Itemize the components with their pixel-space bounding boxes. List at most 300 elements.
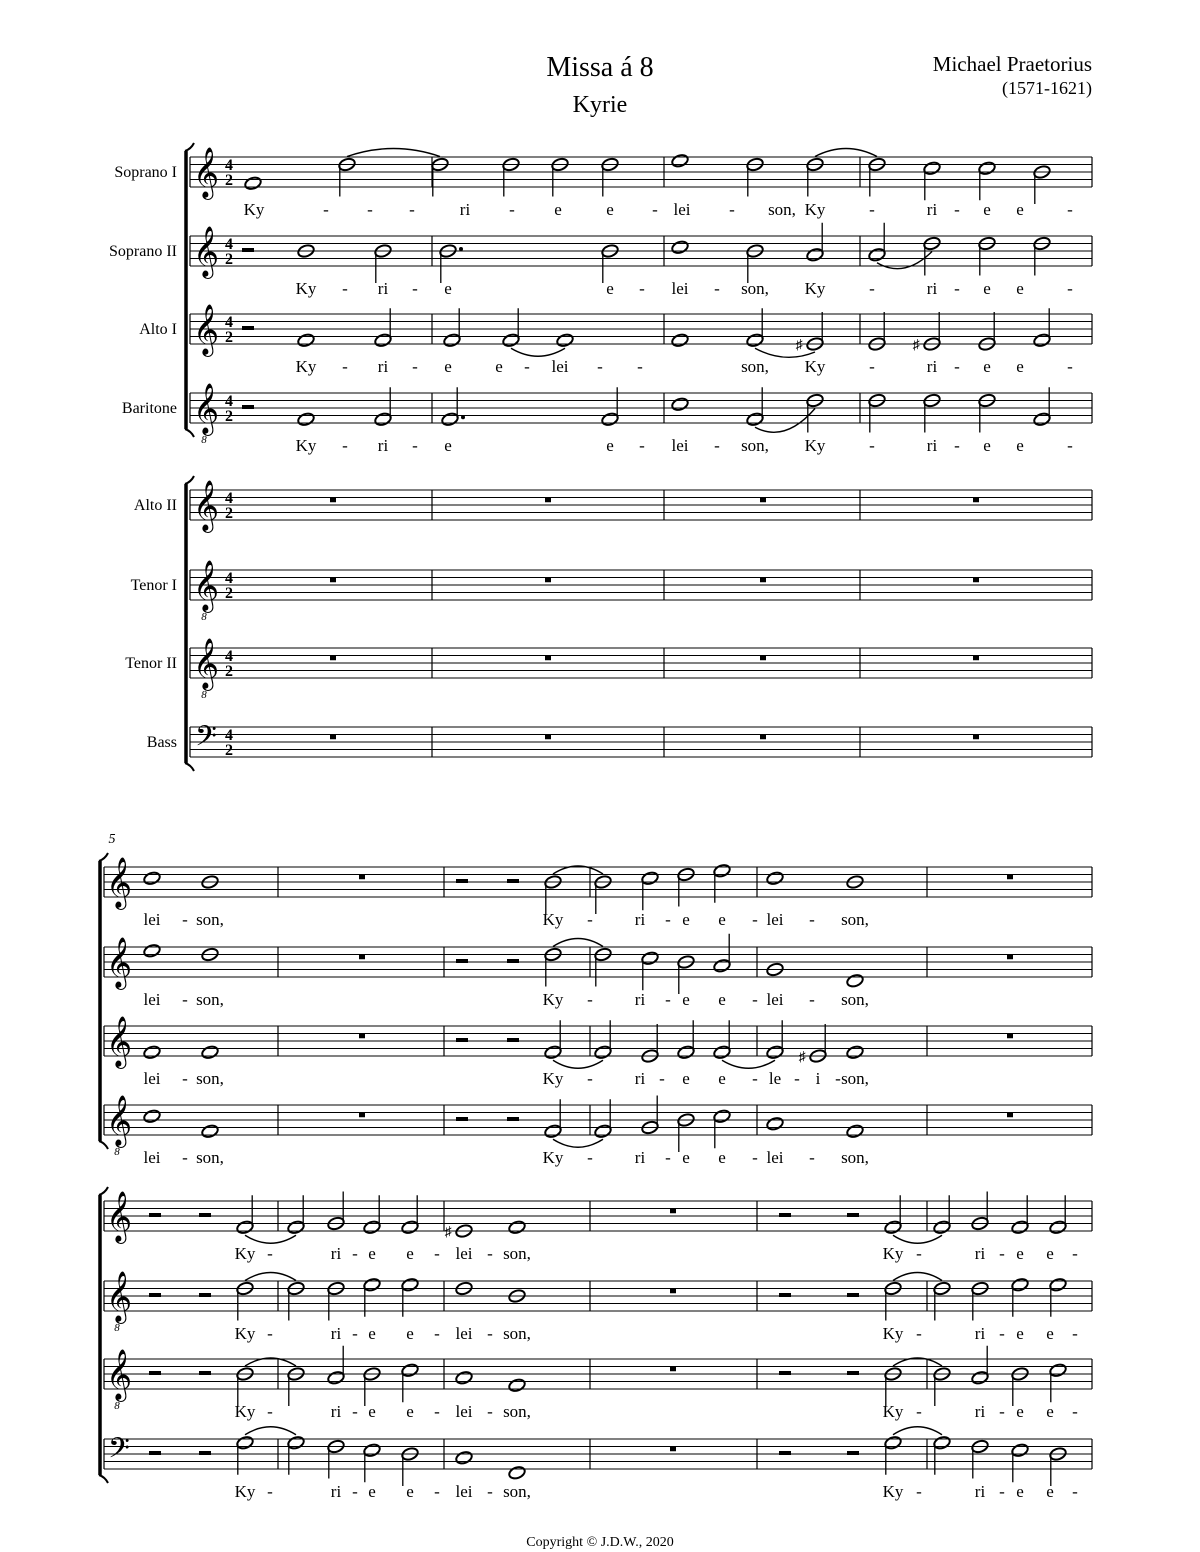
lyric-syllable: - [412,436,418,455]
lyric-syllable: - [999,1244,1005,1263]
note [236,1435,255,1450]
lyric-syllable: Ky [804,357,826,376]
note [508,1465,527,1480]
lyric-syllable: - [665,910,671,929]
treble-clef-icon: 𝄞 [106,1096,133,1145]
treble-clef-icon: 𝄞 [193,305,220,354]
lyric-syllable: son, [196,1148,224,1167]
note [641,951,660,966]
lyric-syllable: - [916,1402,922,1421]
lyric-syllable: ri [926,279,938,298]
note [143,1045,162,1060]
lyric-syllable: e [1016,357,1024,376]
lyric-syllable: - [665,990,671,1009]
rest-icon [779,1451,791,1455]
note [443,333,462,348]
lyric-syllable: - [1067,200,1073,219]
lyric-syllable: - [752,990,758,1009]
treble-clef-icon: 𝄞 [106,858,133,907]
note [884,1220,903,1235]
lyric-syllable: ri [974,1402,986,1421]
time-signature-top: 4 [225,314,233,331]
note [244,176,263,191]
lyric-syllable: lei [671,279,689,298]
lyric-syllable: lei [455,1402,473,1421]
note [923,161,942,176]
lyric-syllable: lei [143,910,161,929]
lyric-syllable: Ky [295,279,317,298]
lyric-syllable: e [983,279,991,298]
lyric-syllable: - [869,279,875,298]
part-name-label: Baritone [121,400,177,417]
lyric-syllable: lei [455,1244,473,1263]
lyric-syllable: - [412,357,418,376]
lyric-syllable: e [368,1402,376,1421]
lyric-syllable: son, [768,200,796,219]
lyric-syllable: - [587,990,593,1009]
note [884,1435,903,1450]
lyric-syllable: e [606,200,614,219]
part-name-label: Alto II [133,497,177,514]
lyric-syllable: son, [503,1324,531,1343]
rest-icon [973,578,979,583]
sharp-icon: ♯ [795,338,803,353]
note [766,1116,785,1131]
lyric-syllable: ri [926,436,938,455]
lyric-syllable: - [752,1148,758,1167]
time-signature-bottom: 2 [225,251,233,268]
composer-dates: (1571-1621) [1002,78,1092,98]
lyric-syllable: - [434,1402,440,1421]
note [363,1277,382,1292]
tie [511,348,565,356]
treble-clef-icon: 𝄞 [193,561,220,610]
bass-clef-icon: 𝄢 [108,1434,130,1471]
lyric-syllable: ri [634,910,646,929]
part-name-label: Tenor I [130,577,177,594]
rest-icon [670,1367,676,1372]
rest-icon [779,1213,791,1217]
tie [245,1235,296,1243]
lyric-syllable: lei [671,436,689,455]
rest-icon [456,959,468,963]
rest-icon [847,1451,859,1455]
lyric-syllable: e [606,279,614,298]
lyric-syllable: e [718,910,726,929]
note [766,1045,785,1060]
lyric-syllable: - [652,200,658,219]
tie [755,409,815,433]
lyric-syllable: - [487,1482,493,1501]
rest-icon [359,1034,365,1039]
lyric-syllable: - [752,910,758,929]
rest-icon [242,326,254,330]
note [401,1277,420,1292]
note [1049,1220,1068,1235]
lyric-syllable: e [1046,1402,1054,1421]
lyric-syllable: ri [634,1148,646,1167]
lyric-syllable: - [639,436,645,455]
lyric-syllable: - [267,1482,273,1501]
treble-clef-icon: 𝄞 [193,227,220,276]
lyric-syllable: son, [503,1244,531,1263]
note [601,412,620,427]
rest-icon [456,1038,468,1042]
note [287,1220,306,1235]
note [594,1124,613,1139]
time-signature-top: 4 [225,157,233,174]
tie [553,1060,603,1068]
rest-icon [760,656,766,661]
rest-icon [760,735,766,740]
lyric-syllable: - [342,357,348,376]
rest-icon [1007,1113,1013,1118]
lyric-syllable: - [487,1402,493,1421]
lyric-syllable: e [1016,1324,1024,1343]
time-signature-bottom: 2 [225,585,233,602]
note [508,1220,527,1235]
note [327,1370,346,1385]
lyric-syllable: - [1067,357,1073,376]
note [1011,1220,1030,1235]
lyric-syllable: - [999,1402,1005,1421]
part-name-label: Soprano II [109,243,177,260]
tie [553,1139,603,1147]
bass-clef-icon: 𝄢 [195,722,217,759]
note [455,1450,474,1465]
note [201,1045,220,1060]
lyric-syllable: - [809,990,815,1009]
lyric-syllable: - [587,910,593,929]
lyric-syllable: Ky [295,436,317,455]
lyric-syllable: Ky [234,1244,256,1263]
lyric-syllable: son, [196,910,224,929]
sharp-icon: ♯ [798,1050,806,1065]
octave-marker: 8 [114,1146,120,1158]
tie [893,1235,942,1243]
rest-icon [507,959,519,963]
lyric-syllable: e [1016,200,1024,219]
lyric-syllable: - [835,1069,841,1088]
lyric-syllable: e [444,279,452,298]
note [201,1124,220,1139]
lyric-syllable: - [182,990,188,1009]
octave-marker: 8 [201,689,207,701]
rest-icon [1007,1034,1013,1039]
note [363,1443,382,1458]
note [508,1378,527,1393]
lyric-syllable: Ky [542,910,564,929]
lyric-syllable: - [869,200,875,219]
lyric-syllable: Ky [804,279,826,298]
part-name-label: Bass [146,734,177,751]
lyric-syllable: Ky [882,1244,904,1263]
note [556,333,575,348]
composer-name: Michael Praetorius [932,52,1092,76]
time-signature-bottom: 2 [225,742,233,759]
note [455,1370,474,1385]
rest-icon [545,498,551,503]
note [374,333,393,348]
lyric-syllable: ri [459,200,471,219]
lyric-syllable: e [444,357,452,376]
note [971,1370,990,1385]
time-signature-top: 4 [225,490,233,507]
part-name-label: Tenor II [125,655,177,672]
lyric-syllable: ri [377,279,389,298]
lyric-syllable: - [342,279,348,298]
lyric-syllable: ri [926,357,938,376]
rest-icon [242,405,254,409]
lyric-syllable: e [1046,1482,1054,1501]
note [713,1109,732,1124]
rest-icon [973,656,979,661]
lyric-syllable: e [368,1324,376,1343]
lyric-syllable: lei [143,1148,161,1167]
note [363,1220,382,1235]
lyric-syllable: e [718,990,726,1009]
sharp-icon: ♯ [444,1225,452,1240]
lyric-syllable: e [368,1244,376,1263]
note [502,333,521,348]
lyric-syllable: e [682,1148,690,1167]
time-signature-bottom: 2 [225,172,233,189]
lyric-syllable: - [267,1244,273,1263]
lyric-syllable: e [1046,1244,1054,1263]
lyric-syllable: - [637,357,643,376]
time-signature-bottom: 2 [225,505,233,522]
lyric-syllable: - [954,436,960,455]
tie [893,1427,942,1435]
lyric-syllable: - [323,200,329,219]
lyric-syllable: - [182,1148,188,1167]
note [766,871,785,886]
lyric-syllable: - [367,200,373,219]
lyric-syllable: e [983,436,991,455]
rest-icon [359,1113,365,1118]
note [978,161,997,176]
lyric-syllable: Ky [882,1402,904,1421]
octave-marker: 8 [114,1322,120,1334]
note [374,412,393,427]
note [846,1124,865,1139]
treble-clef-icon: 𝄞 [193,481,220,530]
bracket [99,1475,108,1483]
lyric-syllable: Ky [234,1324,256,1343]
time-signature-top: 4 [225,570,233,587]
lyric-syllable: - [729,200,735,219]
lyric-syllable: - [352,1482,358,1501]
part-name-label: Alto I [139,321,177,338]
lyric-syllable: Ky [882,1324,904,1343]
lyric-syllable: ri [634,1069,646,1088]
lyric-syllable: son, [196,990,224,1009]
lyric-syllable: ri [377,357,389,376]
lyric-syllable: ri [634,990,646,1009]
lyric-syllable: - [954,357,960,376]
lyric-syllable: - [999,1482,1005,1501]
rest-icon [199,1293,211,1297]
treble-clef-icon: 𝄞 [106,1272,133,1321]
lyric-syllable: - [352,1244,358,1263]
lyric-syllable: - [1067,436,1073,455]
lyric-syllable: Ky [542,1069,564,1088]
lyric-syllable: Ky [882,1482,904,1501]
rest-icon [359,955,365,960]
lyric-syllable: - [267,1402,273,1421]
lyric-syllable: e [406,1402,414,1421]
lyric-syllable: ri [377,436,389,455]
time-signature-top: 4 [225,727,233,744]
lyric-syllable: e [983,200,991,219]
lyric-syllable: e [606,436,614,455]
note [713,1045,732,1060]
lyric-syllable: son, [503,1402,531,1421]
note [846,973,865,988]
lyric-syllable: - [487,1244,493,1263]
rest-icon [359,875,365,880]
octave-marker: 8 [201,611,207,623]
lyric-syllable: - [182,910,188,929]
rest-icon [507,879,519,883]
note [401,1220,420,1235]
lyric-syllable: - [794,1069,800,1088]
lyric-syllable: - [1067,279,1073,298]
rest-icon [760,578,766,583]
lyric-syllable: le [768,1069,782,1088]
rest-icon [330,498,336,503]
rest-icon [847,1213,859,1217]
note [746,412,765,427]
lyric-syllable: e [1016,1402,1024,1421]
note [143,1109,162,1124]
lyric-syllable: e [983,357,991,376]
time-signature-top: 4 [225,236,233,253]
treble-clef-icon: 𝄞 [106,1192,133,1241]
note [671,333,690,348]
lyric-syllable: e [406,1482,414,1501]
rest-icon [545,578,551,583]
rest-icon [779,1371,791,1375]
lyric-syllable: lei [143,1069,161,1088]
rest-icon [242,248,254,252]
sharp-icon: ♯ [912,338,920,353]
note [143,943,162,958]
rest-icon [670,1289,676,1294]
treble-clef-icon: 𝄞 [193,148,220,197]
page-title: Missa á 8 [546,52,654,83]
lyric-syllable: son, [741,436,769,455]
lyric-syllable: lei [551,357,569,376]
lyric-syllable: i [815,1069,821,1088]
lyric-syllable: - [587,1148,593,1167]
tie [245,1427,296,1435]
note [1011,1277,1030,1292]
rest-icon [456,1117,468,1121]
lyric-syllable: - [916,1244,922,1263]
lyric-syllable: - [659,1069,665,1088]
lyric-syllable: - [352,1324,358,1343]
note [236,1220,255,1235]
lyric-syllable: - [267,1324,273,1343]
rest-icon [760,498,766,503]
dot [461,415,465,419]
tie [755,348,815,357]
rest-icon [545,735,551,740]
rest-icon [199,1451,211,1455]
lyric-syllable: son, [841,1148,869,1167]
treble-clef-icon: 𝄞 [106,938,133,987]
lyric-syllable: - [954,200,960,219]
lyric-syllable: son, [196,1069,224,1088]
lyric-syllable: e [718,1069,726,1088]
lyric-syllable: - [434,1324,440,1343]
lyric-syllable: e [682,910,690,929]
note [933,1220,952,1235]
lyric-syllable: Ky [804,200,826,219]
rest-icon [330,656,336,661]
tie [893,1273,942,1281]
treble-clef-icon: 𝄞 [106,1017,133,1066]
lyric-syllable: Ky [295,357,317,376]
lyric-syllable: e [682,990,690,1009]
rest-icon [545,656,551,661]
note [671,397,690,412]
rest-icon [1007,955,1013,960]
lyric-syllable: ri [974,1324,986,1343]
lyric-syllable: - [524,357,530,376]
treble-clef-icon: 𝄞 [193,639,220,688]
rest-icon [199,1371,211,1375]
lyric-syllable: - [639,279,645,298]
lyric-syllable: - [869,436,875,455]
lyric-syllable: Ky [234,1402,256,1421]
lyric-syllable: Ky [542,990,564,1009]
note [746,333,765,348]
lyric-syllable: Ky [243,200,265,219]
note [594,1045,613,1060]
note [544,1124,563,1139]
lyric-syllable: - [809,910,815,929]
bracket [185,763,194,771]
time-signature-top: 4 [225,648,233,665]
tie [347,149,440,157]
measure-number: 5 [108,832,116,847]
rest-icon [779,1293,791,1297]
lyric-syllable: - [1072,1324,1078,1343]
lyric-syllable: - [587,1069,593,1088]
note [1049,1277,1068,1292]
rest-icon [1007,875,1013,880]
lyric-syllable: lei [455,1324,473,1343]
lyric-syllable: e [406,1244,414,1263]
note [1049,1363,1068,1378]
note [671,240,690,255]
rest-icon [149,1371,161,1375]
note [1011,1443,1030,1458]
lyric-syllable: Ky [542,1148,564,1167]
rest-icon [149,1293,161,1297]
lyric-syllable: ri [974,1244,986,1263]
rest-icon [507,1117,519,1121]
lyric-syllable: e [718,1148,726,1167]
part-name-label: Soprano I [114,164,177,181]
note [677,1045,696,1060]
note [846,1045,865,1060]
note [806,247,825,262]
lyric-syllable: e [682,1069,690,1088]
octave-marker: 8 [114,1400,120,1412]
